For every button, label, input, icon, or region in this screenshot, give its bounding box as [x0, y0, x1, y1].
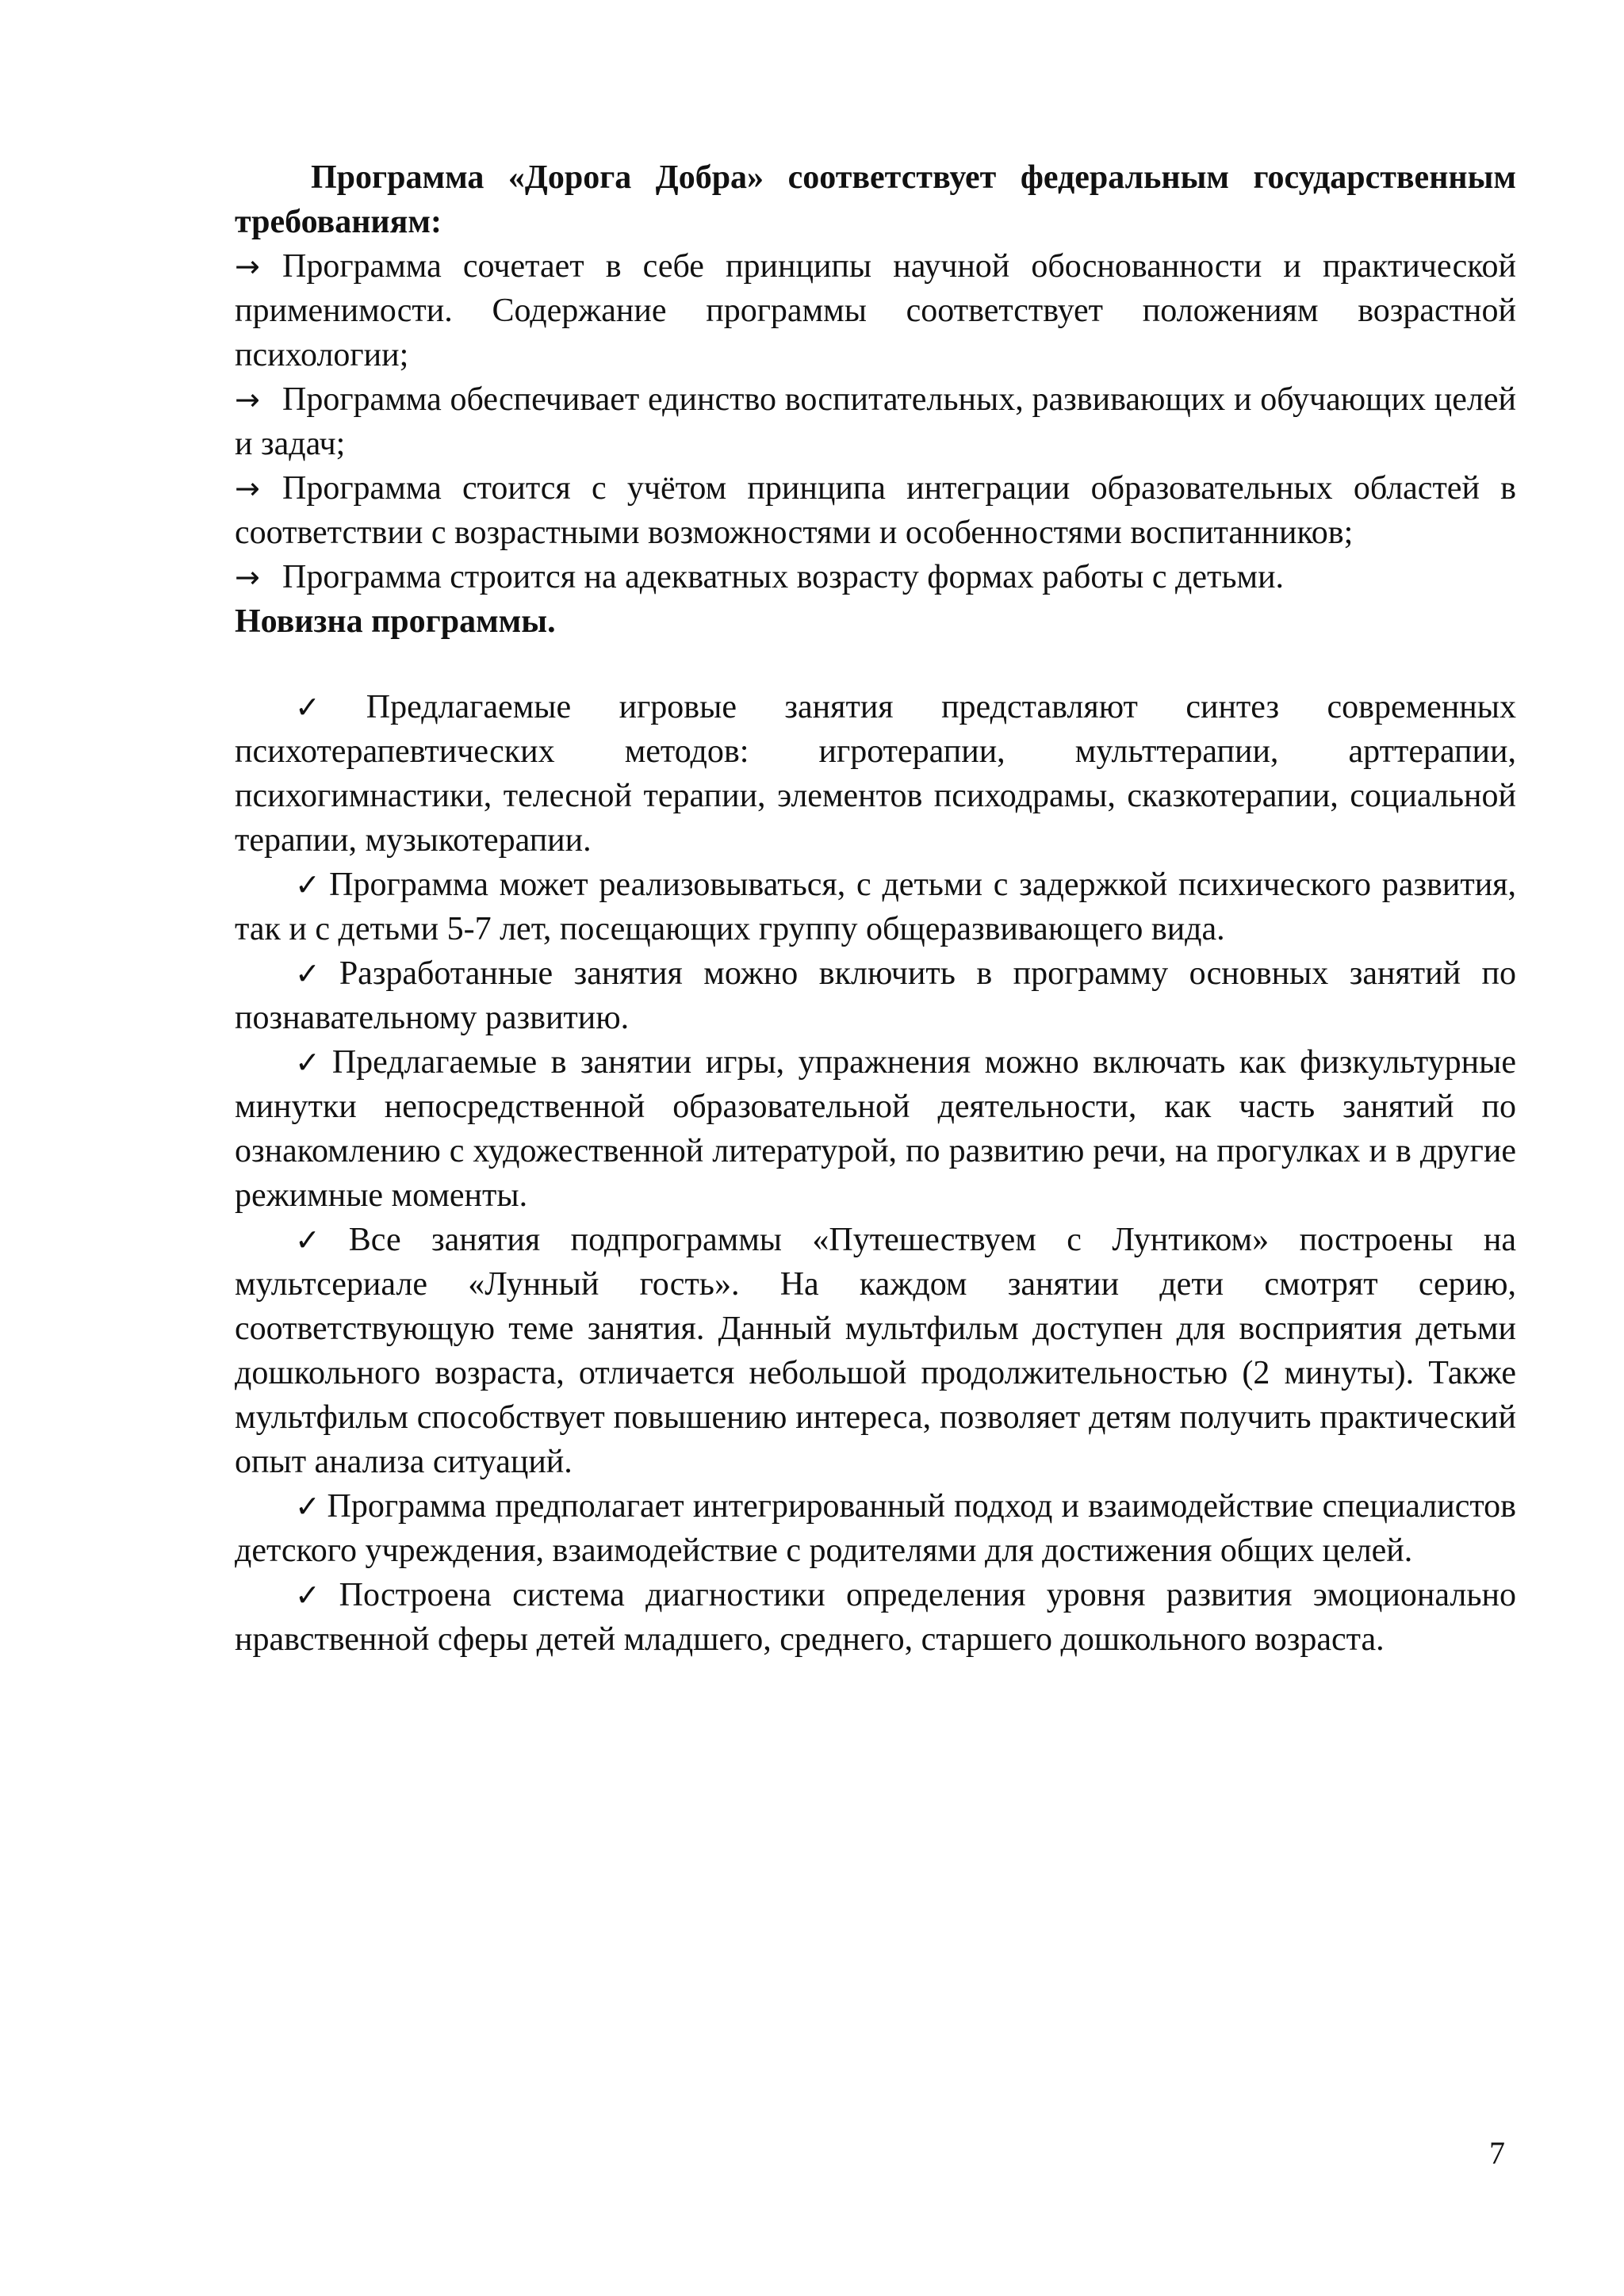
- novelty-text: Предлагаемые в занятии игры, упражнения можно включать как физкультурные минутки непосредственной образовательной деятельности, как часть занятий по ознакомлению с художественной литературой, по развитию речи, на прогулках и в другие режимные моменты.: [235, 1044, 1516, 1214]
- novelty-item: [235, 951, 1516, 1040]
- requirement-text: Программа сочетает в себе принципы научной обоснованности и практической применимости. Содержание программы соответствует положениям возрастной психологии;: [235, 248, 1516, 373]
- novelty-item: [235, 685, 1516, 863]
- page-heading: Программа «Дорога Добра» соответствует федеральным государственным требованиям:: [235, 159, 1516, 240]
- novelty-item: [235, 1484, 1516, 1573]
- novelty-text: Разработанные занятия можно включить в программу основных занятий по познавательному развитию.: [235, 955, 1516, 1036]
- novelty-text: Построена система диагностики определения уровня развития эмоционально нравственной сферы детей младшего, среднего, старшего дошкольного возраста.: [235, 1577, 1516, 1658]
- novelty-item: [235, 1040, 1516, 1218]
- requirement-item: [235, 466, 1516, 555]
- checkmark-icon: ✓: [295, 690, 360, 725]
- checkmark-icon: ✓: [295, 1578, 333, 1613]
- requirement-item: [235, 377, 1516, 466]
- checkmark-icon: ✓: [295, 956, 333, 991]
- checkmark-icon: ✓: [295, 1223, 343, 1257]
- requirement-text: Программа обеспечивает единство воспитательных, развивающих и обучающих целей и задач;: [235, 381, 1516, 462]
- requirement-item: [235, 555, 1516, 599]
- page-number: 7: [1489, 2135, 1505, 2171]
- document-page: [235, 155, 1516, 1662]
- novelty-text: Все занятия подпрограммы «Путешествуем с Лунтиком» построены на мультсериале «Лунный гость». На каждом занятии дети смотрят серию, соответствующую теме занятия. Данный мультфильм доступен для восприятия детьми дошкольного возраста, отличается небольшой продолжительностью (2 минуты). Также мультфильм способствует повышению интереса, позволяет детям получить практический опыт анализа ситуаций.: [235, 1222, 1516, 1480]
- requirements-list: [235, 244, 1516, 599]
- novelty-item: [235, 1218, 1516, 1484]
- arrow-icon: →: [235, 560, 260, 595]
- requirement-text: Программа строится на адекватных возрасту формах работы с детьми.: [282, 559, 1285, 595]
- checkmark-icon: ✓: [295, 1045, 326, 1080]
- novelty-title: Новизна программы.: [235, 603, 556, 640]
- arrow-icon: →: [235, 471, 260, 506]
- arrow-icon: →: [235, 382, 260, 417]
- arrow-icon: →: [235, 249, 260, 284]
- novelty-text: Программа предполагает интегрированный подход и взаимодействие специалистов детского учреждения, взаимодействие с родителями для достижения общих целей.: [235, 1488, 1516, 1569]
- novelty-list: [235, 685, 1516, 1662]
- requirement-text: Программа стоится с учётом принципа интеграции образовательных областей в соответствии с возрастными возможностями и особенностями воспитанников;: [235, 470, 1516, 551]
- novelty-text: Предлагаемые игровые занятия представляют синтез современных психотерапевтических методов: игротерапии, мульттерапии, арттерапии, психогимнастики, телесной терапии, элементов психодрамы, сказкотерапии, социальной терапии, музыкотерапии.: [235, 689, 1516, 859]
- novelty-item: [235, 1573, 1516, 1662]
- requirement-item: [235, 244, 1516, 377]
- novelty-item: [235, 863, 1516, 951]
- novelty-text: Программа может реализовываться, с детьми с задержкой психического развития, так и с детьми 5-7 лет, посещающих группу общеразвивающего вида.: [235, 867, 1516, 947]
- checkmark-icon: ✓: [295, 867, 324, 902]
- checkmark-icon: ✓: [295, 1489, 321, 1524]
